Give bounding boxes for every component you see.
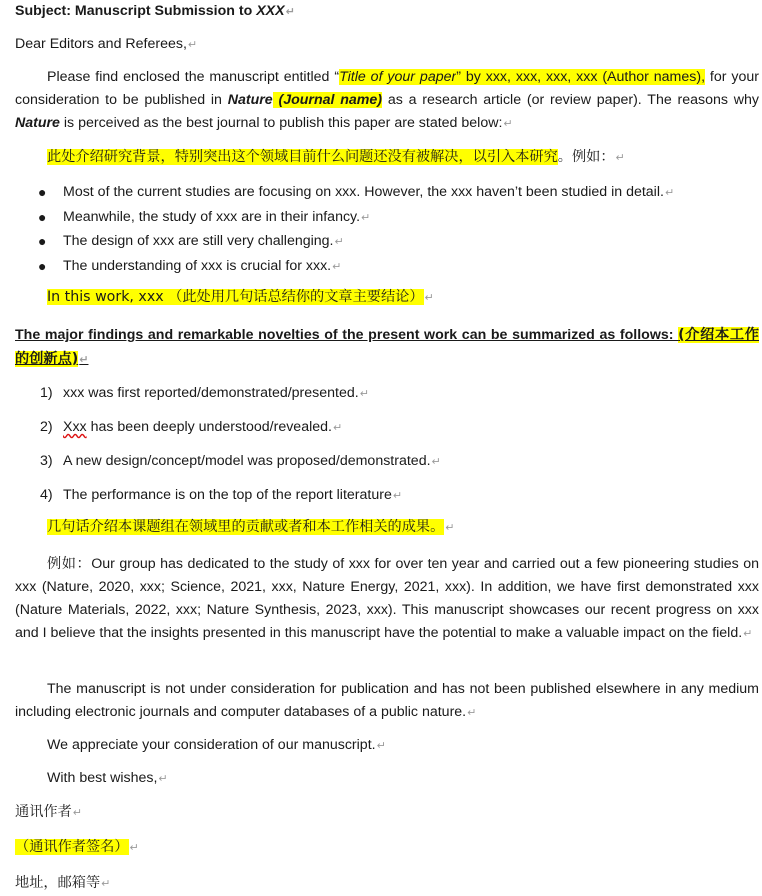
list-item: ● Meanwhile, the study of xxx are in their infancy.↵: [15, 206, 759, 231]
subject-journal: XXX: [256, 3, 285, 19]
paragraph-mark: ↵: [101, 877, 111, 890]
bullet-icon: ●: [38, 257, 47, 274]
bullet-icon: ●: [38, 184, 47, 200]
list-item: 1) xxx was first reported/demonstrated/presented.↵: [40, 385, 369, 401]
salutation: [15, 33, 759, 57]
salutation-text: Dear Editors and Referees,: [15, 36, 187, 52]
intro-part4: as a research article (or review paper). The reasons why: [382, 92, 760, 108]
list-item: 3) A new design/concept/model was proposed/demonstrated.↵: [40, 453, 441, 469]
address-note: [15, 872, 759, 895]
corresponding-author-text: 通讯作者: [15, 804, 72, 820]
signature-note: [15, 836, 759, 859]
paragraph-mark: ↵: [376, 740, 386, 752]
declaration-text: The manuscript is not under consideration for publication and has not been published elsewhere in any medium including electronic journals and computer databases of a public nature.: [15, 681, 759, 720]
journal-name: Nature: [227, 92, 273, 108]
intro-part1: Please find enclosed the manuscript entitled “: [47, 69, 340, 85]
paper-title: Title of your paper: [339, 69, 457, 85]
spelling-flag: Xxx: [63, 419, 87, 435]
findings-heading-note: (介绍本工作的创新点): [15, 327, 759, 367]
paragraph-mark: ↵: [503, 118, 513, 130]
paragraph-mark: ↵: [187, 39, 198, 51]
journal-name-note: (Journal name): [272, 92, 383, 108]
appreciation-line: [15, 734, 759, 758]
intro-part3: for your consideration to be published in: [15, 69, 759, 108]
findings-heading-text: The major findings and remarkable novelties of the present work can be summarized as follows:: [15, 327, 679, 343]
bullet-icon: ●: [38, 233, 47, 249]
appreciation-text: We appreciate your consideration of our manuscript.: [47, 737, 376, 753]
list-item: 4) The performance is on the top of the report literature↵: [40, 487, 403, 503]
closing-line: [15, 767, 759, 791]
background-note-rest: 。例如：: [557, 149, 615, 165]
closing-text: With best wishes,: [47, 770, 158, 786]
paragraph-mark: ↵: [158, 773, 168, 785]
paragraph-mark: ↵: [445, 521, 455, 534]
intro-authors: ” by xxx, xxx, xxx, xxx (Author names),: [456, 69, 706, 85]
address-note-text: 地址，邮箱等: [15, 875, 101, 891]
paragraph-mark: ↵: [615, 151, 625, 164]
example-paragraph: [15, 553, 759, 646]
this-work-text: In this work, xxx （此处用几句话总结你的文章主要结论）: [47, 289, 424, 305]
subject-prefix: Subject: Manuscript Submission to: [15, 3, 257, 19]
group-note-text: 几句话介绍本课题组在领域里的贡献或者和本工作相关的成果。: [47, 519, 445, 535]
intro-part5: is perceived as the best journal to publish this paper are stated below:: [59, 115, 503, 131]
findings-list: [15, 382, 759, 508]
signature-note-text: （通讯作者签名）: [15, 839, 129, 855]
list-item: ● Most of the current studies are focusing on xxx. However, the xxx haven’t been studied in detail.↵: [15, 181, 759, 206]
declaration-paragraph: [15, 678, 759, 725]
list-item: 2) Xxx has been deeply understood/revealed.↵: [40, 419, 343, 435]
subject-line: [15, 0, 759, 24]
journal-name-2: Nature: [15, 115, 60, 131]
findings-heading: [15, 323, 759, 372]
group-contribution-note: [47, 516, 759, 539]
list-item: ● The understanding of xxx is crucial for xxx.↵: [15, 255, 759, 280]
intro-paragraph: [15, 66, 759, 136]
paragraph-mark: ↵: [79, 354, 89, 366]
background-bullet-list: [15, 181, 759, 279]
this-work-summary: [47, 286, 759, 309]
paragraph-mark: ↵: [424, 291, 434, 304]
corresponding-author: [15, 801, 759, 824]
background-note: [47, 146, 759, 169]
bullet-icon: ●: [38, 208, 47, 225]
list-item: ● The design of xxx are still very challenging.↵: [15, 230, 759, 255]
paragraph-mark: ↵: [129, 841, 139, 854]
example-text: 例如：Our group has dedicated to the study of xxx for over ten year and carried out a few pioneering studies on xxx (Nature, 2020, xxx; Science, 2021, xxx, Nature Energy, 2021, xxx). In addition, we have first demonstrated xxx (Nature Materials, 2022, xxx; Nature Synthesis, 2023, xxx). This manuscript showcases our recent progress on xxx and I believe that the insights presented in this manuscript have the potential to make a valuable impact on the field.: [15, 556, 759, 641]
paragraph-mark: ↵: [743, 628, 753, 640]
background-note-highlight: 此处介绍研究背景，特别突出这个领域目前什么问题还没有被解决，以引入本研究: [47, 149, 558, 165]
paragraph-mark: ↵: [72, 806, 82, 819]
paragraph-mark: ↵: [467, 707, 477, 719]
paragraph-mark: ↵: [285, 6, 295, 18]
